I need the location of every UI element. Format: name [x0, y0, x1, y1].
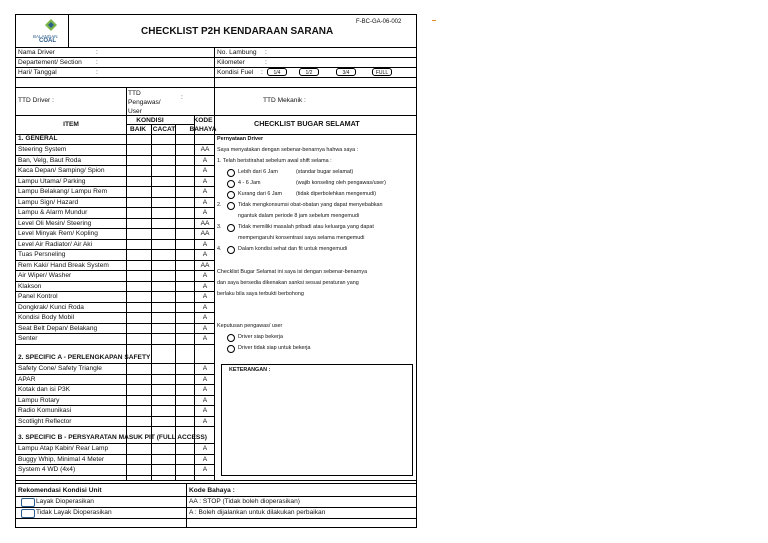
- baik-cell[interactable]: [127, 385, 150, 394]
- item-name: Kondisi Body Mobil: [18, 314, 75, 321]
- date-label: Hari/ Tanggal: [18, 69, 57, 76]
- item-name: Kotak dan isi P3K: [18, 386, 71, 393]
- option-1b-note: (wajib konseling oleh pengawas/user): [296, 180, 386, 186]
- item-name: Lampu Atap Kabin/ Rear Lamp: [18, 445, 109, 452]
- fuel-option-full[interactable]: FULL: [372, 68, 392, 76]
- item-name: Dongkrak/ Kunci Roda: [18, 303, 84, 311]
- lambung-label: No. Lambung: [217, 49, 257, 56]
- item-name: Level Oli Mesin/ Steering: [18, 219, 92, 227]
- item-name: Lampu Sign/ Hazard: [18, 198, 79, 206]
- kode-a-desc: A : Boleh dijalankan untuk dilakukan perbaikan: [189, 509, 326, 516]
- item-header: ITEM: [63, 121, 79, 128]
- logo-text-bottom: COAL: [39, 38, 56, 44]
- radio-circle[interactable]: [227, 180, 235, 188]
- item-kode: A: [202, 445, 208, 452]
- radio-circle[interactable]: [227, 345, 235, 353]
- item-kode: A: [202, 324, 208, 332]
- baik-cell[interactable]: [127, 324, 150, 333]
- item-name: Lampu Rotary: [18, 396, 60, 404]
- cacat-cell[interactable]: [152, 444, 174, 453]
- item-kode: A: [202, 396, 208, 404]
- radio-circle[interactable]: [227, 202, 235, 210]
- cacat-cell[interactable]: [152, 417, 174, 426]
- baik-cell[interactable]: [127, 282, 150, 291]
- kode-header: KODE BAHAYA: [189, 117, 217, 133]
- item-kode: AA: [200, 146, 210, 153]
- ttd-mekanik-label: TTD Mekanik :: [263, 97, 306, 104]
- baik-cell[interactable]: [127, 417, 150, 426]
- logo-text-top: BALANGAN: [33, 34, 58, 39]
- ttd-driver-label: TTD Driver :: [18, 97, 54, 104]
- baik-cell[interactable]: [127, 364, 150, 373]
- item-kode: A: [202, 303, 208, 311]
- form-title: CHECKLIST P2H KENDARAAN SARANA: [141, 26, 334, 37]
- declaration-line3: berlaku bila saya terbukti berbohong: [217, 291, 304, 297]
- driver-name-label: Nama Driver: [18, 49, 56, 56]
- item-name: Panel Kontrol: [18, 293, 58, 300]
- q3-number: 3.: [217, 224, 222, 230]
- item-kode: A: [202, 407, 208, 414]
- department-label: Departement/ Section: [18, 59, 82, 66]
- item-kode: A: [202, 167, 208, 174]
- baik-cell[interactable]: [127, 292, 150, 301]
- layak-label: Layak Dioperasikan: [36, 498, 94, 505]
- option-1b: 4 - 6 Jam: [238, 180, 261, 186]
- baik-cell[interactable]: [127, 303, 150, 312]
- baik-cell[interactable]: [127, 250, 150, 259]
- item-name: Seat Belt Depan/ Belakang: [18, 324, 98, 332]
- cacat-cell[interactable]: [152, 303, 174, 312]
- item-name: Lampu Belakang/ Lampu Rem: [18, 188, 108, 195]
- radio-circle[interactable]: [227, 169, 235, 177]
- item-kode: A: [202, 198, 208, 206]
- fuel-option-quarter[interactable]: 1/4: [267, 68, 287, 76]
- option-1a-note: (standar bugar selamat): [296, 169, 354, 175]
- item-kode: AA: [200, 230, 210, 237]
- declaration-line2: dan saya bersedia dikenakan sanksi sesuai peraturan yang: [217, 280, 359, 286]
- option-1c-note: (tidak diperbolehkan mengemudi): [296, 191, 377, 197]
- item-kode: A: [202, 272, 208, 279]
- cacat-cell[interactable]: [152, 385, 174, 394]
- checklist-form: [15, 14, 417, 528]
- item-kode: A: [202, 386, 208, 393]
- item-name: Safety Cone/ Safety Triangle: [18, 365, 102, 372]
- fuel-label: Kondisi Fuel: [217, 69, 254, 76]
- item-kode: A: [202, 251, 208, 258]
- general-title: 1. GENERAL: [18, 135, 58, 142]
- keputusan-siap: Driver siap bekerja: [238, 334, 283, 340]
- form-code: F-BC-GA-06-002: [356, 19, 402, 25]
- colon: :: [265, 59, 267, 66]
- cacat-cell[interactable]: [152, 156, 174, 165]
- fuel-option-three-quarter[interactable]: 3/4: [336, 68, 356, 76]
- option-1a: Lebih dari 6 Jam: [238, 169, 278, 175]
- item-kode: A: [202, 466, 208, 473]
- radio-circle[interactable]: [227, 334, 235, 342]
- ttd-pengawas-label: TTD Pengawas/ User: [128, 90, 161, 115]
- question-2-line1: Tidak mengkonsumsi obat-obatan yang dapat menyebabkan: [238, 202, 383, 208]
- declaration-line1: Checklist Bugar Selamat ini saya isi dengan sebenar-benarnya: [217, 269, 368, 275]
- baik-cell[interactable]: [127, 177, 150, 186]
- item-name: Kaca Depan/ Samping/ Spion: [18, 167, 105, 174]
- item-kode: A: [202, 156, 208, 164]
- item-name: Steering System: [18, 146, 67, 153]
- q2-number: 2.: [217, 202, 222, 208]
- baik-cell[interactable]: [127, 406, 150, 415]
- baik-cell[interactable]: [127, 455, 150, 464]
- question-3-line1: Tidak memiliki masalah pribadi atau keluarga yang dapat: [238, 224, 374, 230]
- cacat-cell[interactable]: [152, 240, 174, 249]
- item-name: Lampu & Alarm Mundur: [18, 209, 88, 216]
- baik-cell[interactable]: [127, 156, 150, 165]
- cacat-header: CACAT: [152, 126, 176, 133]
- cacat-cell[interactable]: [152, 465, 174, 474]
- cacat-cell[interactable]: [152, 219, 174, 228]
- baik-cell[interactable]: [127, 187, 150, 196]
- item-name: Radio Komunikasi: [18, 407, 72, 414]
- cacat-cell[interactable]: [152, 364, 174, 373]
- checkbox[interactable]: [21, 509, 35, 518]
- colon: :: [96, 69, 98, 76]
- baik-cell[interactable]: [127, 229, 150, 238]
- item-kode: A: [202, 282, 208, 290]
- colon: :: [96, 49, 98, 56]
- baik-cell[interactable]: [127, 261, 150, 270]
- item-name: Level Minyak Rem/ Kopling: [18, 230, 98, 237]
- cacat-cell[interactable]: [152, 177, 174, 186]
- question-2-line2: ngantuk dalam periode 8 jam sebelum mengemudi: [238, 213, 360, 219]
- specific-b-title: 3. SPECIFIC B - PERSYARATAN MASUK PIT (FULL ACCESS): [18, 434, 207, 441]
- cacat-cell[interactable]: [152, 187, 174, 196]
- item-kode: A: [202, 188, 208, 195]
- item-name: Lampu Utama/ Parking: [18, 177, 86, 185]
- keputusan-title: Keputusan pengawas/ user: [217, 323, 283, 329]
- pernyataan-intro: Saya menyatakan dengan sebenar-benarnya hahwa saya :: [217, 147, 359, 153]
- item-kode: A: [202, 177, 208, 185]
- checkbox[interactable]: [21, 498, 35, 507]
- baik-cell[interactable]: [127, 375, 150, 384]
- item-name: System 4 WD (4x4): [18, 466, 76, 473]
- cacat-cell[interactable]: [152, 250, 174, 259]
- kode-bahaya-title: Kode Bahaya :: [189, 487, 235, 494]
- bugar-header: CHECKLIST BUGAR SELAMAT: [254, 119, 360, 128]
- baik-cell[interactable]: [127, 396, 150, 405]
- item-kode: AA: [200, 219, 210, 227]
- baik-cell[interactable]: [127, 444, 150, 453]
- baik-header: BAIK: [129, 126, 147, 133]
- q4-number: 4.: [217, 246, 222, 252]
- item-name: Air Wiper/ Washer: [18, 272, 72, 279]
- item-kode: A: [202, 365, 208, 372]
- question-4: Dalam kondisi sehat dan fit untuk mengemudi: [238, 246, 348, 252]
- cacat-cell[interactable]: [152, 324, 174, 333]
- cacat-cell[interactable]: [152, 198, 174, 207]
- kode-aa-desc: AA : STOP (Tidak boleh dioperasikan): [189, 498, 300, 505]
- specific-a-title: 2. SPECIFIC A - PERLENGKAPAN SAFETY: [18, 354, 151, 361]
- cacat-cell[interactable]: [152, 375, 174, 384]
- kondisi-header: KONDISI: [136, 117, 164, 124]
- cacat-cell[interactable]: [152, 145, 174, 154]
- item-kode: AA: [200, 261, 210, 269]
- fuel-option-half[interactable]: 1/2: [299, 68, 319, 76]
- colon: :: [265, 49, 267, 56]
- baik-cell[interactable]: [127, 240, 150, 249]
- item-kode: A: [202, 335, 208, 342]
- question-3-line2: mempengaruhi konsentrasi saya selama mengemudi: [238, 235, 365, 241]
- item-name: Rem Kaki/ Hand Break System: [18, 261, 109, 269]
- cacat-cell[interactable]: [152, 292, 174, 301]
- baik-cell[interactable]: [127, 145, 150, 154]
- radio-circle[interactable]: [227, 224, 235, 232]
- tidak-layak-label: Tidak Layak Dioperasikan: [36, 509, 112, 516]
- item-kode: A: [202, 240, 208, 248]
- cacat-cell[interactable]: [152, 261, 174, 270]
- accent-dash: [432, 20, 436, 21]
- question-1: 1. Telah beristirahat sebelum awal shift selama :: [217, 158, 332, 164]
- keputusan-tidak-siap: Driver tidak siap untuk bekerja: [238, 345, 311, 351]
- cacat-cell[interactable]: [152, 229, 174, 238]
- cacat-cell[interactable]: [152, 406, 174, 415]
- cacat-cell[interactable]: [152, 166, 174, 175]
- baik-cell[interactable]: [127, 271, 150, 280]
- balangan-coal-logo: [40, 19, 62, 33]
- baik-cell[interactable]: [127, 334, 150, 343]
- item-kode: A: [202, 417, 208, 425]
- baik-cell[interactable]: [127, 313, 150, 322]
- pernyataan-title: Pernyataan Driver: [217, 136, 264, 142]
- cacat-cell[interactable]: [152, 282, 174, 291]
- item-kode: A: [202, 375, 208, 383]
- colon: :: [181, 94, 183, 101]
- item-kode: A: [202, 314, 208, 321]
- cacat-cell[interactable]: [152, 396, 174, 405]
- item-name: Scotlight Reflector: [18, 417, 72, 425]
- item-name: Senter: [18, 335, 38, 342]
- radio-circle[interactable]: [227, 191, 235, 199]
- radio-circle[interactable]: [227, 246, 235, 254]
- colon: :: [261, 69, 263, 76]
- cacat-cell[interactable]: [152, 334, 174, 343]
- item-name: APAR: [18, 375, 36, 383]
- kilometer-label: Kilometer: [217, 59, 245, 66]
- keterangan-label: KETERANGAN :: [229, 367, 271, 373]
- item-kode: A: [202, 293, 208, 300]
- baik-cell[interactable]: [127, 166, 150, 175]
- item-kode: A: [202, 209, 208, 216]
- option-1c: Kurang dari 6 Jam: [238, 191, 283, 197]
- cacat-cell[interactable]: [152, 208, 174, 217]
- rekomendasi-title: Rekomendasi Kondisi Unit: [18, 487, 102, 494]
- baik-cell[interactable]: [127, 219, 150, 228]
- colon: :: [96, 59, 98, 66]
- item-name: Level Air Radiator/ Air Aki: [18, 240, 93, 248]
- cacat-cell[interactable]: [152, 313, 174, 322]
- baik-cell[interactable]: [127, 198, 150, 207]
- cacat-cell[interactable]: [152, 271, 174, 280]
- item-name: Tuas Persneling: [18, 251, 66, 258]
- item-name: Klakson: [18, 282, 42, 290]
- item-name: Ban, Velg, Baut Roda: [18, 156, 82, 164]
- cacat-cell[interactable]: [152, 455, 174, 464]
- baik-cell[interactable]: [127, 465, 150, 474]
- item-name: Buggy Whip, Minimal 4 Meter: [18, 455, 105, 463]
- baik-cell[interactable]: [127, 208, 150, 217]
- keterangan-box[interactable]: [221, 364, 413, 476]
- item-kode: A: [202, 455, 208, 463]
